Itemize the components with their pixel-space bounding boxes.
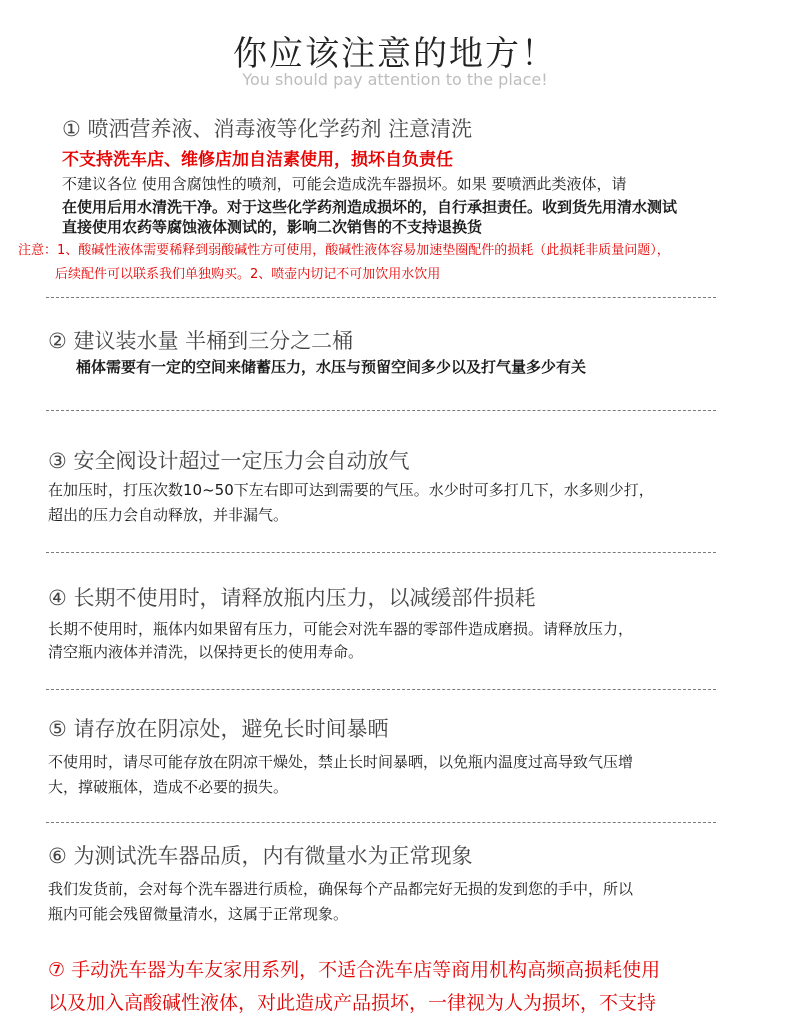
section-5-heading: ⑤ 请存放在阴凉处，避免长时间暴晒	[48, 717, 389, 741]
section-1-note-line-2: 后续配件可以联系我们单独购买。2、喷壶内切记不可加饮用水饮用	[55, 267, 441, 282]
section-4-heading: ④ 长期不使用时，请释放瓶内压力，以减缓部件损耗	[48, 586, 536, 610]
section-7-heading-continued: 以及加入高酸碱性液体，对此造成产品损坏，一律视为人为损坏，不支持	[48, 992, 657, 1014]
section-1-warning: 不支持洗车店、维修店加自洁素使用，损坏自负责任	[62, 150, 453, 170]
section-6-body-line-1: 我们发货前，会对每个洗车器进行质检，确保每个产品都完好无损的发到您的手中，所以	[48, 880, 634, 898]
divider	[46, 689, 716, 690]
section-4-body-line-2: 清空瓶内液体并清洗，以保持更长的使用寿命。	[48, 643, 364, 661]
section-1-body-line-1: 不建议各位 使用含腐蚀性的喷剂，可能会造成洗车器损坏。如果 要喷洒此类液体，请	[62, 175, 627, 193]
section-6-body-line-2: 瓶内可能会残留微量清水，这属于正常现象。	[48, 905, 349, 923]
page-title: 你应该注意的地方！	[233, 34, 557, 74]
section-5-body-line-2: 大，撑破瓶体，造成不必要的损失。	[48, 778, 289, 796]
section-4-body-line-1: 长期不使用时，瓶体内如果留有压力，可能会对洗车器的零部件造成磨损。请释放压力，	[48, 620, 634, 638]
section-3-body-line-1: 在加压时，打压次数10~50下左右即可达到需要的气压。水少时可多打几下，水多则少打，	[48, 481, 654, 499]
section-3-heading: ③ 安全阀设计超过一定压力会自动放气	[48, 449, 410, 473]
section-6-heading: ⑥ 为测试洗车器品质，内有微量水为正常现象	[48, 844, 473, 868]
divider	[46, 297, 716, 298]
section-1-note-line-1: 注意：1、酸碱性液体需要稀释到弱酸碱性方可使用，酸碱性液体容易加速垫圈配件的损耗（此损耗非质量问题），	[18, 243, 670, 258]
section-1-heading: ① 喷洒营养液、消毒液等化学药剂 注意清洗	[62, 117, 473, 141]
section-2-body-line-1: 桶体需要有一定的空间来储蓄压力，水压与预留空间多少以及打气量多少有关	[76, 358, 587, 376]
divider	[46, 552, 716, 553]
page-subtitle: You should pay attention to the place!	[242, 70, 548, 89]
divider	[46, 822, 716, 823]
section-1-body-line-2: 在使用后用水清洗干净。对于这些化学药剂造成损坏的，自行承担责任。收到货先用清水测试	[62, 198, 678, 216]
section-2-heading: ② 建议装水量 半桶到三分之二桶	[48, 329, 354, 353]
section-1-body-line-3: 直接使用农药等腐蚀液体测试的，影响二次销售的不支持退换货	[62, 218, 483, 236]
section-5-body-line-1: 不使用时，请尽可能存放在阴凉干燥处，禁止长时间暴晒，以免瓶内温度过高导致气压增	[48, 753, 634, 771]
divider	[46, 410, 716, 411]
section-3-body-line-2: 超出的压力会自动释放，并非漏气。	[48, 506, 289, 524]
section-7-heading: ⑦ 手动洗车器为车友家用系列，不适合洗车店等商用机构高频高损耗使用	[48, 959, 661, 981]
